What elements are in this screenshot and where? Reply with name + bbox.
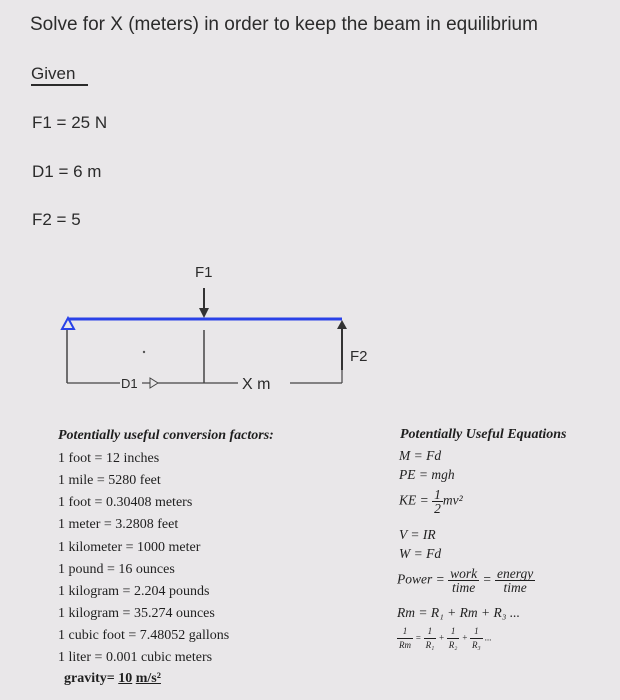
eq-potential-energy: PE = mgh xyxy=(399,467,455,482)
gravity-value: 10 xyxy=(118,671,133,686)
par-ellipsis: ... xyxy=(484,632,492,643)
par-plus-2: + xyxy=(461,632,468,643)
speck xyxy=(143,351,145,353)
power-fraction-1 xyxy=(448,567,479,594)
power-num-1: work xyxy=(450,566,478,581)
conversion-item: 1 liter = 0.001 cubic meters xyxy=(58,650,213,665)
power-prefix: Power = xyxy=(397,571,445,587)
par-3 xyxy=(470,625,483,652)
eq-parallel-resistance xyxy=(397,625,492,652)
eq-ohm: V = IR xyxy=(399,527,436,542)
power-fraction-2 xyxy=(495,567,535,594)
question-text: Solve for X (meters) in order to keep the beam in equilibrium xyxy=(30,14,538,35)
par-1-den: R₁ xyxy=(425,640,435,650)
f2-arrow xyxy=(337,320,347,370)
par-1 xyxy=(424,625,437,652)
given-d1: D1 = 6 m xyxy=(32,162,102,181)
ke-denominator: 2 xyxy=(434,501,441,516)
conversion-item: 1 kilogram = 35.274 ounces xyxy=(58,606,215,621)
d1-label: D1 xyxy=(121,376,138,391)
conversion-item: 1 cubic foot = 7.48052 gallons xyxy=(58,628,230,643)
eq-series-resistance: Rт = R₁ + Rт + R₃ ... xyxy=(397,605,520,620)
x-label: X m xyxy=(242,376,271,393)
par-eq-sign: = xyxy=(415,632,422,643)
par-3-den: R₃ xyxy=(472,640,481,650)
par-1-num: 1 xyxy=(424,625,437,639)
f1-label: F1 xyxy=(195,264,213,281)
par-lhs-den: Rт xyxy=(399,640,411,650)
conversion-item: 1 meter = 3.2808 feet xyxy=(58,517,179,532)
ke-fraction xyxy=(432,488,443,515)
gravity-line xyxy=(64,671,161,687)
eq-power xyxy=(397,567,535,594)
eq-work: W = Fd xyxy=(399,546,442,561)
par-2 xyxy=(447,625,460,652)
power-den-2: time xyxy=(503,580,527,595)
conversion-title: Potentially useful conversion factors: xyxy=(58,428,274,443)
conversion-item: 1 foot = 12 inches xyxy=(58,451,160,466)
given-f2: F2 = 5 xyxy=(32,210,81,229)
par-3-num: 1 xyxy=(470,625,483,639)
par-2-num: 1 xyxy=(447,625,460,639)
conversion-item: 1 foot = 0.30408 meters xyxy=(58,495,193,510)
par-plus-1: + xyxy=(438,632,445,643)
f2-label: F2 xyxy=(350,348,368,365)
par-lhs-num: 1 xyxy=(397,625,413,639)
par-lhs xyxy=(397,625,413,652)
given-heading: Given xyxy=(31,64,76,83)
eq-moment: M = Fd xyxy=(399,448,442,463)
conversion-item: 1 kilogram = 2.204 pounds xyxy=(58,584,210,599)
power-num-2: energy xyxy=(496,566,534,581)
conversion-item: 1 kilometer = 1000 meter xyxy=(58,540,201,555)
gravity-label: gravity= xyxy=(64,671,115,686)
ke-prefix: KE = xyxy=(399,492,429,508)
given-f1: F1 = 25 N xyxy=(32,113,108,132)
eq-kinetic-energy xyxy=(399,488,463,515)
gravity-unit: m/s² xyxy=(135,671,161,686)
power-eq-sign: = xyxy=(482,571,492,587)
f1-arrow xyxy=(199,288,209,318)
power-den-1: time xyxy=(451,580,476,595)
par-2-den: R₂ xyxy=(448,640,458,650)
d1-dim-arrow xyxy=(142,378,204,388)
ke-suffix: mv² xyxy=(442,492,463,508)
equations-title: Potentially Useful Equations xyxy=(400,427,567,442)
conversion-item: 1 pound = 16 ounces xyxy=(58,562,175,577)
conversion-item: 1 mile = 5280 feet xyxy=(58,473,161,488)
ke-numerator: 1 xyxy=(434,487,441,502)
